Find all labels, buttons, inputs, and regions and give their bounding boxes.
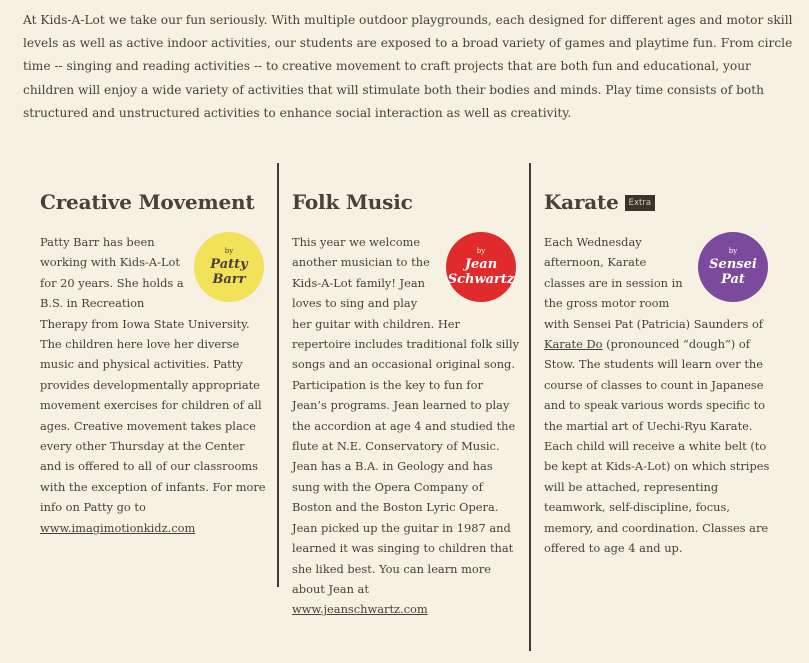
imagimotionkidz-link[interactable]: www.imagimotionkidz.com <box>40 520 196 535</box>
column-body <box>544 232 772 559</box>
column-text-after: (pronounced “dough”) of Stow. The students will learn over the course of classes to count in Japanese and to speak various words specific to the martial art of Uechi-Ryu Karate. Each child will receive a white belt (to be kept at Kids-A-Lot) on which stripes will be attached, representing teamwork, self-discipline, focus, memory, and coordination. Classes are offered to age 4 and up. <box>544 337 770 556</box>
badge-name-line1: Sensei <box>709 257 757 272</box>
instructor-badge-sensei-pat <box>698 232 768 302</box>
column-divider <box>277 163 279 587</box>
column-title <box>544 190 655 214</box>
column-title: Creative Movement <box>40 190 255 214</box>
badge-name-line2: Pat <box>721 272 745 287</box>
instructor-badge-patty-barr <box>194 232 264 302</box>
badge-name-line2: Barr <box>212 272 246 287</box>
column-title: Folk Music <box>292 190 413 214</box>
badge-by-label: by <box>224 247 234 255</box>
badge-by-label: by <box>476 247 486 255</box>
column-text-before: Each Wednesday afternoon, Karate classes are in session in the gross motor room with Sensei Pat (Patricia) Saunders of <box>544 235 764 331</box>
column-divider <box>529 163 531 651</box>
column-body <box>40 232 268 538</box>
extra-badge: Extra <box>625 195 655 211</box>
jeanschwartz-link[interactable]: www.jeanschwartz.com <box>292 602 428 617</box>
instructor-badge-jean-schwartz <box>446 232 516 302</box>
karate-do-link[interactable]: Karate Do <box>544 337 603 352</box>
badge-by-label: by <box>728 247 738 255</box>
column-body <box>292 232 520 620</box>
badge-name-line1: Patty <box>210 257 248 272</box>
column-text: This year we welcome another musician to the Kids-A-Lot family! Jean loves to sing and play her guitar with children. Her repertoire includes traditional folk silly songs and an occasional original song. Participation is the key to fun for Jean’s programs. Jean learned to play the accordion at age 4 and studied the flute at N.E. Conservatory of Music. Jean has a B.A. in Geology and has sung with the Opera Company of Boston and the Boston Lyric Opera. Jean picked up the guitar in 1987 and learned it was singing to children that she liked best. You can learn more about Jean at <box>292 235 520 596</box>
badge-name-line2: Schwartz <box>447 272 515 287</box>
column-title-text: Karate <box>544 190 619 214</box>
column-text: Patty Barr has been working with Kids-A-Lot for 20 years. She holds a B.S. in Recreation Therapy from Iowa State University. The children here love her diverse music and physical activities. Patty provides developmentally appropriate movement exercises for children of all ages. Creative movement takes place every other Thursday at the Center and is offered to all of our classrooms with the exception of infants. For more info on Patty go to <box>40 235 266 515</box>
intro-paragraph: At Kids-A-Lot we take our fun seriously. With multiple outdoor playgrounds, each designed for different ages and motor skill levels as well as active indoor activities, our students are exposed to a broad variety of games and playtime fun. From circle time -- singing and reading activities -- to creative movement to craft projects that are both fun and educational, your children will enjoy a wide variety of activities that will stimulate both their bodies and minds. Play time consists of both structured and unstructured activities to enhance social interaction as well as creativity. <box>23 13 793 120</box>
badge-name-line1: Jean <box>464 257 498 272</box>
